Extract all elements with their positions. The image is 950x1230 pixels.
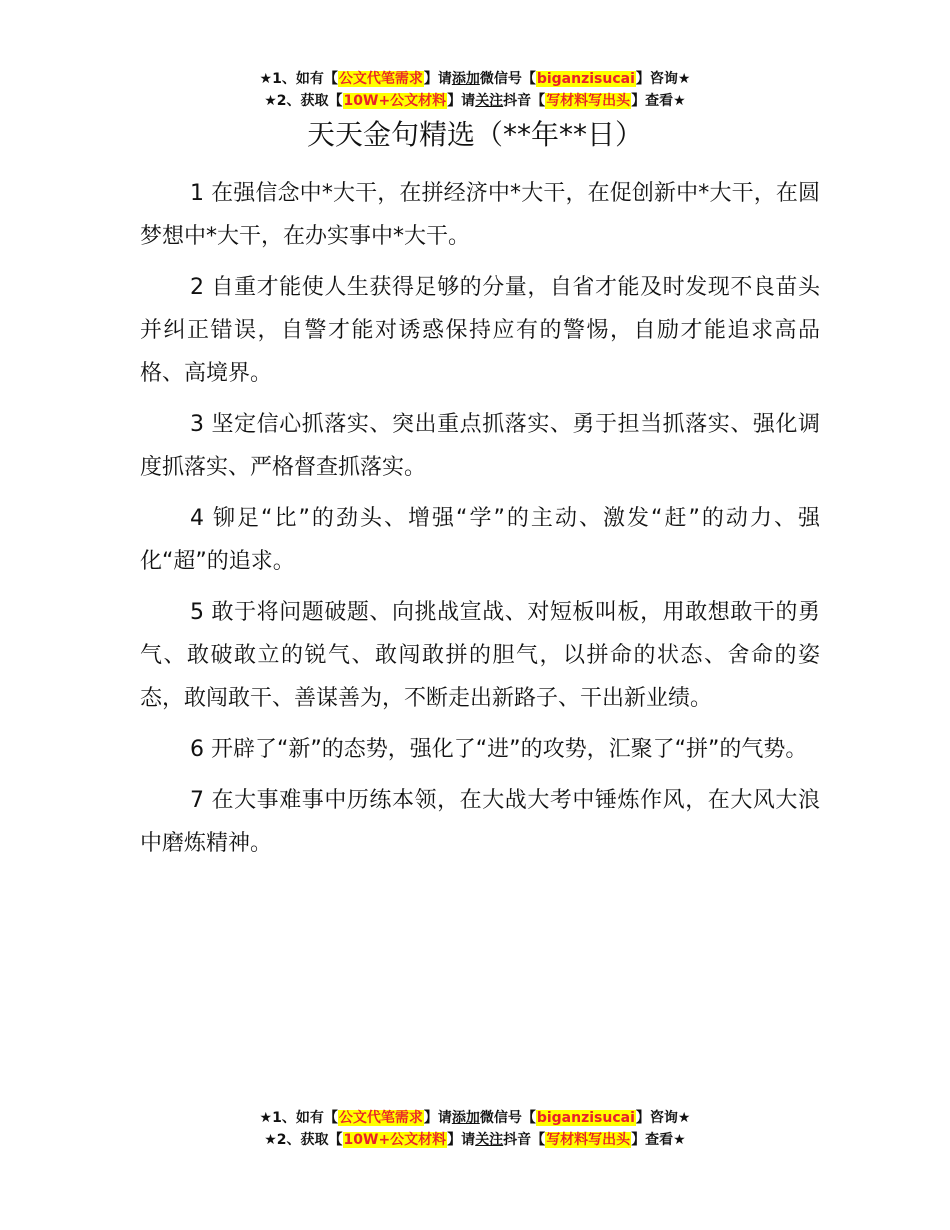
emphasis-add: 添加 xyxy=(451,71,480,87)
emphasis-follow: 关注 xyxy=(475,1132,504,1148)
banner-text: 微信号【 xyxy=(479,71,536,87)
quote-paragraph-4: 4 铆足“比”的劲头、增强“学”的主动、激发“赶”的动力、强化“超”的追求。 xyxy=(140,506,820,574)
highlight-wechat-id: biganzisucai xyxy=(536,71,635,87)
banner-text: 微信号【 xyxy=(479,1110,536,1126)
footer-banner-line-1 xyxy=(0,1107,950,1129)
banner-text: 】请 xyxy=(447,93,476,109)
emphasis-follow: 关注 xyxy=(475,93,504,109)
quote-paragraph-2: 2 自重才能使人生获得足够的分量，自省才能及时发现不良苗头并纠正错误，自警才能对诱惑保持应有的警惕，自励才能追求高品格、高境界。 xyxy=(140,275,820,386)
banner-text: 】请 xyxy=(447,1132,476,1148)
banner-text: 抖音【 xyxy=(503,93,546,109)
banner-text: 抖音【 xyxy=(503,1132,546,1148)
highlight-materials: 10W+公文材料 xyxy=(343,93,447,109)
banner-text: 】请 xyxy=(423,71,452,87)
quote-paragraph-1: 1 在强信念中*大干，在拼经济中*大干，在促创新中*大干，在圆梦想中*大干，在办实事中*大干。 xyxy=(140,181,820,249)
highlight-wechat-id: biganzisucai xyxy=(536,1110,635,1126)
highlight-douyin-account: 写材料写出头 xyxy=(546,1132,631,1148)
header-banner xyxy=(0,68,950,112)
banner-text: 】查看★ xyxy=(631,1132,686,1148)
highlight-ghostwriting: 公文代笔需求 xyxy=(338,71,423,87)
highlight-ghostwriting: 公文代笔需求 xyxy=(338,1110,423,1126)
page-title: 天天金句精选（**年**日） xyxy=(306,118,643,151)
banner-text: ★1、如有【 xyxy=(259,71,338,87)
highlight-douyin-account: 写材料写出头 xyxy=(546,93,631,109)
banner-text: ★1、如有【 xyxy=(259,1110,338,1126)
highlight-materials: 10W+公文材料 xyxy=(343,1132,447,1148)
banner-text: ★2、获取【 xyxy=(264,1132,343,1148)
footer-banner xyxy=(0,1107,950,1151)
quote-paragraph-6: 6 开辟了“新”的态势，强化了“进”的攻势，汇聚了“拼”的气势。 xyxy=(190,737,808,762)
document-body xyxy=(140,172,820,873)
quote-paragraph-7: 7 在大事难事中历练本领，在大战大考中锤炼作风，在大风大浪中磨炼精神。 xyxy=(140,788,820,856)
header-banner-line-2 xyxy=(0,90,950,112)
footer-banner-line-2 xyxy=(0,1129,950,1151)
quote-paragraph-3: 3 坚定信心抓落实、突出重点抓落实、勇于担当抓落实、强化调度抓落实、严格督查抓落实。 xyxy=(140,412,820,480)
banner-text: 】咨询★ xyxy=(635,1110,691,1126)
quote-paragraph-5: 5 敢于将问题破题、向挑战宣战、对短板叫板，用敢想敢干的勇气、敢破敢立的锐气、敢闯敢拼的胆气，以拼命的状态、舍命的姿态，敢闯敢干、善谋善为，不断走出新路子、干出新业绩。 xyxy=(140,600,820,711)
header-banner-line-1 xyxy=(0,68,950,90)
banner-text: 】查看★ xyxy=(631,93,686,109)
banner-text: ★2、获取【 xyxy=(264,93,343,109)
banner-text: 】咨询★ xyxy=(635,71,691,87)
emphasis-add: 添加 xyxy=(451,1110,480,1126)
banner-text: 】请 xyxy=(423,1110,452,1126)
